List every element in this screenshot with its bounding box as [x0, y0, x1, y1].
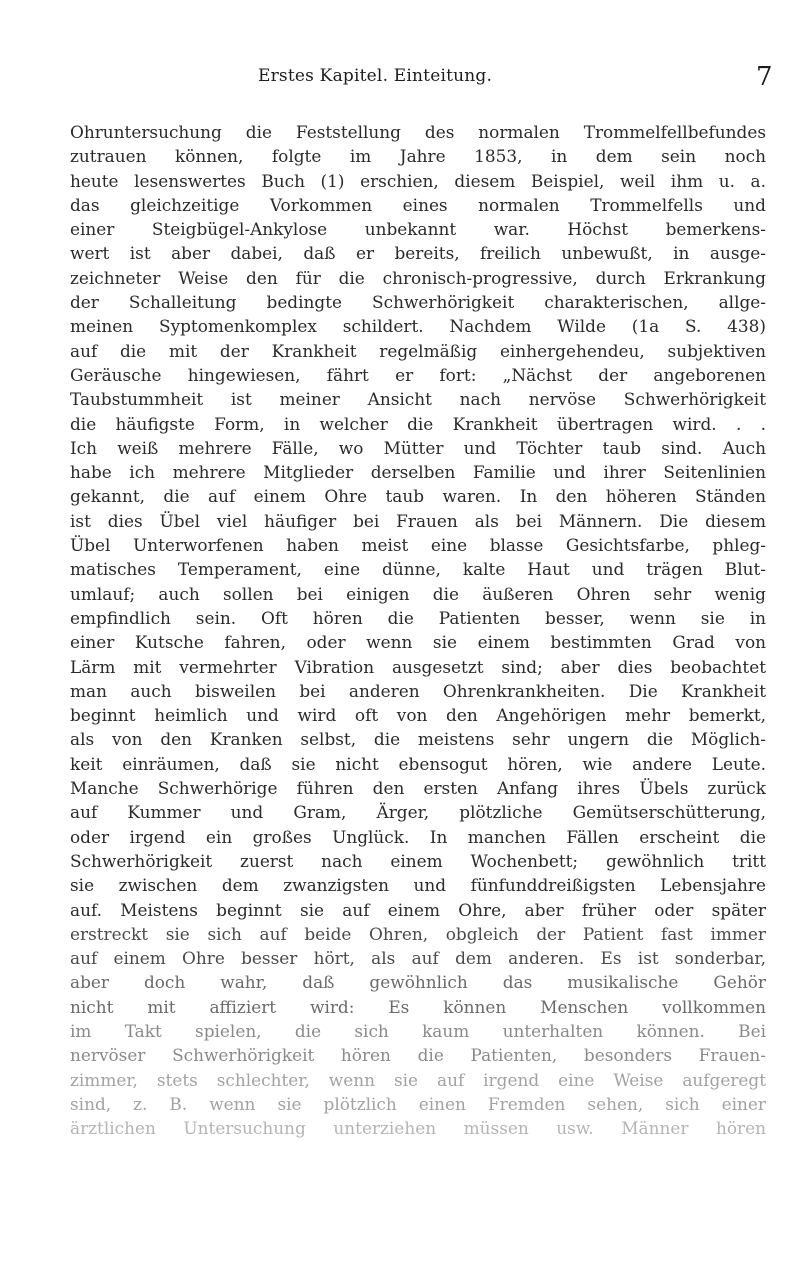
text-line: umlauf; auch sollen bei einigen die äußeren Ohren sehr wenig [70, 583, 766, 604]
text-line: sie zwischen dem zwanzigsten und fünfunddreißigsten Lebensjahre [70, 875, 766, 896]
page-number: 7 [756, 62, 773, 92]
text-line: zeichneter Weise den für die chronisch-progressive, durch Erkrankung [70, 267, 766, 288]
body-text [70, 120, 766, 1140]
text-line: auf einem Ohre besser hört, als auf dem anderen. Es ist sonderbar, [70, 948, 766, 969]
text-line: matisches Temperament, eine dünne, kalte Haut und trägen Blut- [70, 559, 766, 580]
text-line: einer Steigbügel-Ankylose unbekannt war. Höchst bemerkens- [70, 219, 766, 240]
text-line: empfindlich sein. Oft hören die Patienten besser, wenn sie in [70, 607, 766, 628]
text-line: zutrauen können, folgte im Jahre 1853, in dem sein noch [70, 146, 766, 167]
text-line: gekannt, die auf einem Ohre taub waren. In den höheren Ständen [70, 486, 766, 507]
running-head [0, 62, 800, 96]
text-line: Übel Unterworfenen haben meist eine blasse Gesichtsfarbe, phleg- [70, 535, 766, 556]
text-line: beginnt heimlich und wird oft von den Angehörigen mehr bemerkt, [70, 705, 766, 726]
text-line: Geräusche hingewiesen, fährt er fort: „Nächst der angeborenen [70, 364, 766, 385]
text-line: Manche Schwerhörige führen den ersten Anfang ihres Übels zurück [70, 778, 766, 799]
text-line: sind, z. B. wenn sie plötzlich einen Fremden sehen, sich einer [70, 1093, 766, 1114]
text-line: die häufigste Form, in welcher die Krankheit übertragen wird. . . [70, 413, 766, 434]
text-line: keit einräumen, daß sie nicht ebensogut hören, wie andere Leute. [70, 753, 766, 774]
text-line: zimmer, stets schlechter, wenn sie auf irgend eine Weise aufgeregt [70, 1069, 766, 1090]
running-title: Erstes Kapitel. Einteitung. [258, 66, 493, 86]
text-line: Taubstummheit ist meiner Ansicht nach nervöse Schwerhörigkeit [70, 389, 766, 410]
text-line: Schwerhörigkeit zuerst nach einem Wochenbett; gewöhnlich tritt [70, 850, 766, 871]
text-line: wert ist aber dabei, daß er bereits, freilich unbewußt, in ausge- [70, 243, 766, 264]
text-line: ärztlichen Untersuchung unterziehen müssen usw. Männer hören [70, 1118, 766, 1139]
text-line: Ohruntersuchung die Feststellung des normalen Trommelfellbefundes [70, 122, 766, 142]
text-line: Ich weiß mehrere Fälle, wo Mütter und Töchter taub sind. Auch [70, 437, 766, 458]
text-line: nicht mit affiziert wird: Es können Menschen vollkommen [70, 996, 766, 1017]
text-line: das gleichzeitige Vorkommen eines normalen Trommelfells und [70, 194, 766, 215]
text-line: meinen Syptomenkomplex schildert. Nachdem Wilde (1a S. 438) [70, 316, 766, 337]
text-line: einer Kutsche fahren, oder wenn sie einem bestimmten Grad von [70, 632, 766, 653]
text-line: auf. Meistens beginnt sie auf einem Ohre, aber früher oder später [70, 899, 766, 920]
text-line: nervöser Schwerhörigkeit hören die Patienten, besonders Frauen- [70, 1045, 766, 1066]
text-line: auf die mit der Krankheit regelmäßig einhergehendeu, subjektiven [70, 340, 766, 361]
text-line: Lärm mit vermehrter Vibration ausgesetzt sind; aber dies beobachtet [70, 656, 766, 677]
text-line: heute lesenswertes Buch (1) erschien, diesem Beispiel, weil ihm u. a. [70, 170, 766, 191]
text-line: auf Kummer und Gram, Ärger, plötzliche Gemütserschütterung, [70, 802, 766, 823]
text-line: oder irgend ein großes Unglück. In manchen Fällen erscheint die [70, 826, 766, 847]
text-line: ist dies Übel viel häufiger bei Frauen als bei Männern. Die diesem [70, 510, 766, 531]
text-line: aber doch wahr, daß gewöhnlich das musikalische Gehör [70, 972, 766, 993]
text-line: man auch bisweilen bei anderen Ohrenkrankheiten. Die Krankheit [70, 680, 766, 701]
text-line: erstreckt sie sich auf beide Ohren, obgleich der Patient fast immer [70, 923, 766, 944]
text-line: im Takt spielen, die sich kaum unterhalten können. Bei [70, 1020, 766, 1041]
text-line: habe ich mehrere Mitglieder derselben Familie und ihrer Seitenlinien [70, 462, 766, 483]
text-line: der Schalleitung bedingte Schwerhörigkeit charakterischen, allge- [70, 292, 766, 313]
text-line: als von den Kranken selbst, die meistens sehr ungern die Möglich- [70, 729, 766, 750]
